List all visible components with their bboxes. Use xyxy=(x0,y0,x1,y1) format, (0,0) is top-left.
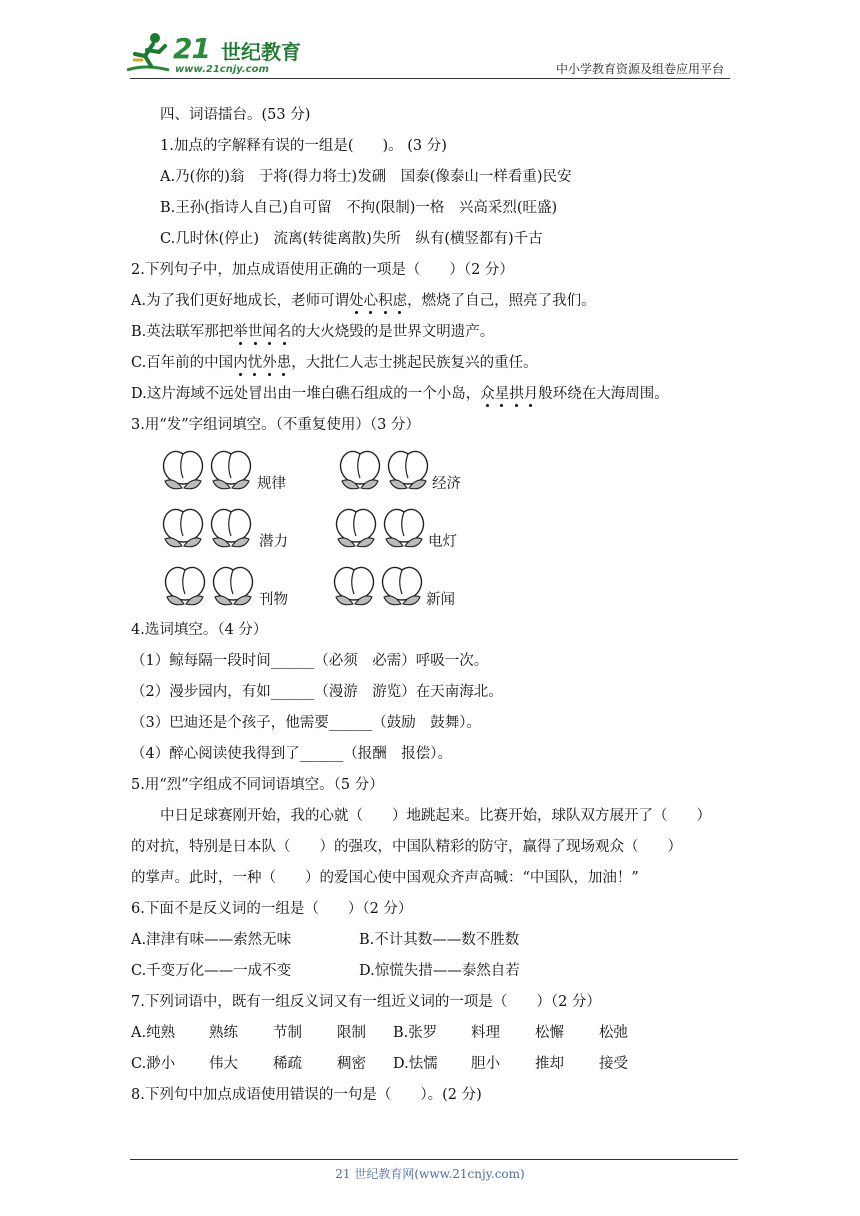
emphasis-char: 名 xyxy=(276,324,292,340)
runner-logo-icon xyxy=(125,30,173,76)
peach-blank-icon[interactable] xyxy=(208,506,254,552)
header-tagline: 中小学教育资源及组卷应用平台 xyxy=(555,62,724,76)
q3-blank-6[interactable] xyxy=(331,564,481,614)
q3-blank-2[interactable] xyxy=(337,448,487,498)
emphasis-char: 外 xyxy=(262,355,277,371)
q2-option-d xyxy=(131,384,669,404)
peach-blank-icon[interactable] xyxy=(379,564,425,610)
emphasis-char: 忧 xyxy=(247,355,263,371)
emphasis-char: 举 xyxy=(233,324,248,340)
q7-r2-w5: D.怯懦 xyxy=(393,1056,438,1072)
q2-b-post: 的大火烧毁的是世界文明遗产。 xyxy=(291,324,495,340)
q2-option-b xyxy=(131,322,494,342)
emphasis-char: 拱 xyxy=(509,386,524,402)
q7-r1-w3: 节制 xyxy=(273,1025,302,1041)
q8-stem: 8.下列句中加点成语使用错误的一句是（ ）。(2 分) xyxy=(131,1087,482,1103)
q1-option-b: B.王孙(指诗人自己)自可留 不拘(限制)一格 兴高采烈(旺盛) xyxy=(160,200,558,216)
q2-a-post: ，燃烧了自己，照亮了我们。 xyxy=(407,293,596,309)
q1-option-a: A.乃(你的)翁 于将(得力将士)发硎 国泰(像泰山一样看重)民安 xyxy=(160,169,572,185)
peach-blank-icon[interactable] xyxy=(160,448,206,494)
q7-r1-w2: 熟练 xyxy=(209,1025,238,1041)
q2-d-post: 般环绕在大海周围。 xyxy=(538,386,669,402)
page-footer: 21 世纪教育网(www.21cnjy.com) xyxy=(335,1167,525,1181)
q7-r2-w3: 稀疏 xyxy=(273,1056,302,1072)
peach-blank-icon[interactable] xyxy=(333,506,379,552)
logo-21: 21 xyxy=(173,32,210,65)
emphasis-char: 闻 xyxy=(262,324,277,340)
q2-option-a xyxy=(131,291,596,311)
page-header xyxy=(0,0,860,80)
q3-blank-1[interactable] xyxy=(160,448,310,498)
q2-d-pre: D.这片海域不远处冒出由一堆白礁石组成的一个小岛， xyxy=(131,386,481,402)
emphasis-char: 患 xyxy=(276,355,292,371)
section-title: 四、词语擂台。(53 分) xyxy=(160,107,311,123)
emphasis-char: 星 xyxy=(494,386,510,402)
peach-blank-icon[interactable] xyxy=(337,448,383,494)
peach-blank-icon[interactable] xyxy=(210,564,256,610)
q3-blank-4[interactable] xyxy=(333,506,483,556)
q4-item-4: （4）醉心阅读使我得到了______（报酬 报偿）。 xyxy=(131,746,452,762)
q3-blank-3[interactable] xyxy=(160,506,310,556)
q6-option-d: D.惊慌失措——泰然自若 xyxy=(359,963,520,979)
peach-blank-icon[interactable] xyxy=(385,448,431,494)
q3-word-2: 经济 xyxy=(432,476,461,492)
q1-option-c: C.几时休(停止) 流离(转徙离散)失所 纵有(横竖都有)千古 xyxy=(160,231,543,247)
q4-stem: 4.选词填空。（4 分） xyxy=(131,622,268,638)
emphasis-char: 积 xyxy=(378,293,393,309)
q7-r2-w4: 稠密 xyxy=(337,1056,366,1072)
q3-word-3: 潜力 xyxy=(259,534,288,550)
q3-stem: 3.用“发”字组词填空。（不重复使用）（3 分） xyxy=(131,417,420,433)
q7-r2-w8: 接受 xyxy=(599,1056,628,1072)
q2-a-idiom xyxy=(349,293,407,309)
q7-r1-w7: 松懈 xyxy=(535,1025,564,1041)
emphasis-char: 处 xyxy=(349,293,364,309)
peach-blank-icon[interactable] xyxy=(208,448,254,494)
q6-stem: 6.下面不是反义词的一组是（ ）（2 分） xyxy=(131,901,413,917)
q4-item-3: （3）巴迪还是个孩子，他需要______（鼓励 鼓舞）。 xyxy=(131,715,481,731)
q2-c-idiom xyxy=(233,355,291,371)
q2-option-c xyxy=(131,353,538,373)
q7-r2-w1: C.渺小 xyxy=(131,1056,176,1072)
logo-url: www.21cnjy.com xyxy=(175,64,269,75)
peach-blank-icon[interactable] xyxy=(331,564,377,610)
q7-r1-w8: 松弛 xyxy=(599,1025,628,1041)
q4-item-1: （1）鲸每隔一段时间______（必须 必需）呼吸一次。 xyxy=(131,653,489,669)
q5-paragraph-3: 的掌声。此时，一种（ ）的爱国心使中国观众齐声高喊：“中国队，加油！” xyxy=(131,870,639,886)
emphasis-char: 众 xyxy=(480,386,495,402)
header-divider xyxy=(130,78,730,79)
q6-option-a: A.津津有味——索然无味 xyxy=(131,932,292,948)
q3-word-1: 规律 xyxy=(257,476,286,492)
q7-stem: 7.下列词语中，既有一组反义词又有一组近义词的一项是（ ）（2 分） xyxy=(131,994,601,1010)
q2-c-post: ，大批仁人志士挑起民族复兴的重任。 xyxy=(291,355,538,371)
emphasis-char: 心 xyxy=(363,293,379,309)
q2-c-pre: C.百年前的中国 xyxy=(131,355,234,371)
q5-paragraph-2: 的对抗，特别是日本队（ ）的强攻，中国队精彩的防守，赢得了现场观众（ ） xyxy=(131,839,682,855)
q7-r1-w6: 料理 xyxy=(471,1025,500,1041)
q3-blank-5[interactable] xyxy=(162,564,312,614)
q7-r1-w1: A.纯熟 xyxy=(131,1025,176,1041)
site-logo xyxy=(125,30,305,80)
q3-word-5: 刊物 xyxy=(259,592,288,608)
q2-stem: 2.下列句子中，加点成语使用正确的一项是（ ）（2 分） xyxy=(131,262,514,278)
q6-option-c: C.千变万化——一成不变 xyxy=(131,963,292,979)
emphasis-char: 内 xyxy=(233,355,248,371)
emphasis-char: 世 xyxy=(247,324,263,340)
q7-r2-w2: 伟大 xyxy=(209,1056,238,1072)
q3-word-6: 新闻 xyxy=(426,592,455,608)
q7-r1-w4: 限制 xyxy=(337,1025,366,1041)
q7-r2-w7: 推却 xyxy=(535,1056,564,1072)
peach-blank-icon[interactable] xyxy=(162,564,208,610)
q1-stem: 1.加点的字解释有误的一组是( )。 (3 分) xyxy=(160,138,447,154)
q5-paragraph-1: 中日足球赛刚开始，我的心就（ ）地跳起来。比赛开始，球队双方展开了（ ） xyxy=(160,808,711,824)
q2-b-idiom xyxy=(233,324,291,340)
q7-r2-w6: 胆小 xyxy=(471,1056,500,1072)
q4-item-2: （2）漫步园内，有如______（漫游 游览）在天南海北。 xyxy=(131,684,503,700)
q2-d-idiom xyxy=(480,386,538,402)
peach-blank-icon[interactable] xyxy=(381,506,427,552)
q5-stem: 5.用“烈”字组成不同词语填空。（5 分） xyxy=(131,777,384,793)
emphasis-char: 月 xyxy=(523,386,539,402)
peach-blank-icon[interactable] xyxy=(160,506,206,552)
q3-word-4: 电灯 xyxy=(428,534,457,550)
q2-b-pre: B.英法联军那把 xyxy=(131,324,234,340)
footer-divider xyxy=(130,1159,738,1160)
logo-name: 世纪教育 xyxy=(221,40,301,64)
q7-r1-w5: B.张罗 xyxy=(393,1025,438,1041)
q2-a-pre: A.为了我们更好地成长，老师可谓 xyxy=(131,293,350,309)
emphasis-char: 虑 xyxy=(392,293,408,309)
q6-option-b: B.不计其数——数不胜数 xyxy=(359,932,520,948)
